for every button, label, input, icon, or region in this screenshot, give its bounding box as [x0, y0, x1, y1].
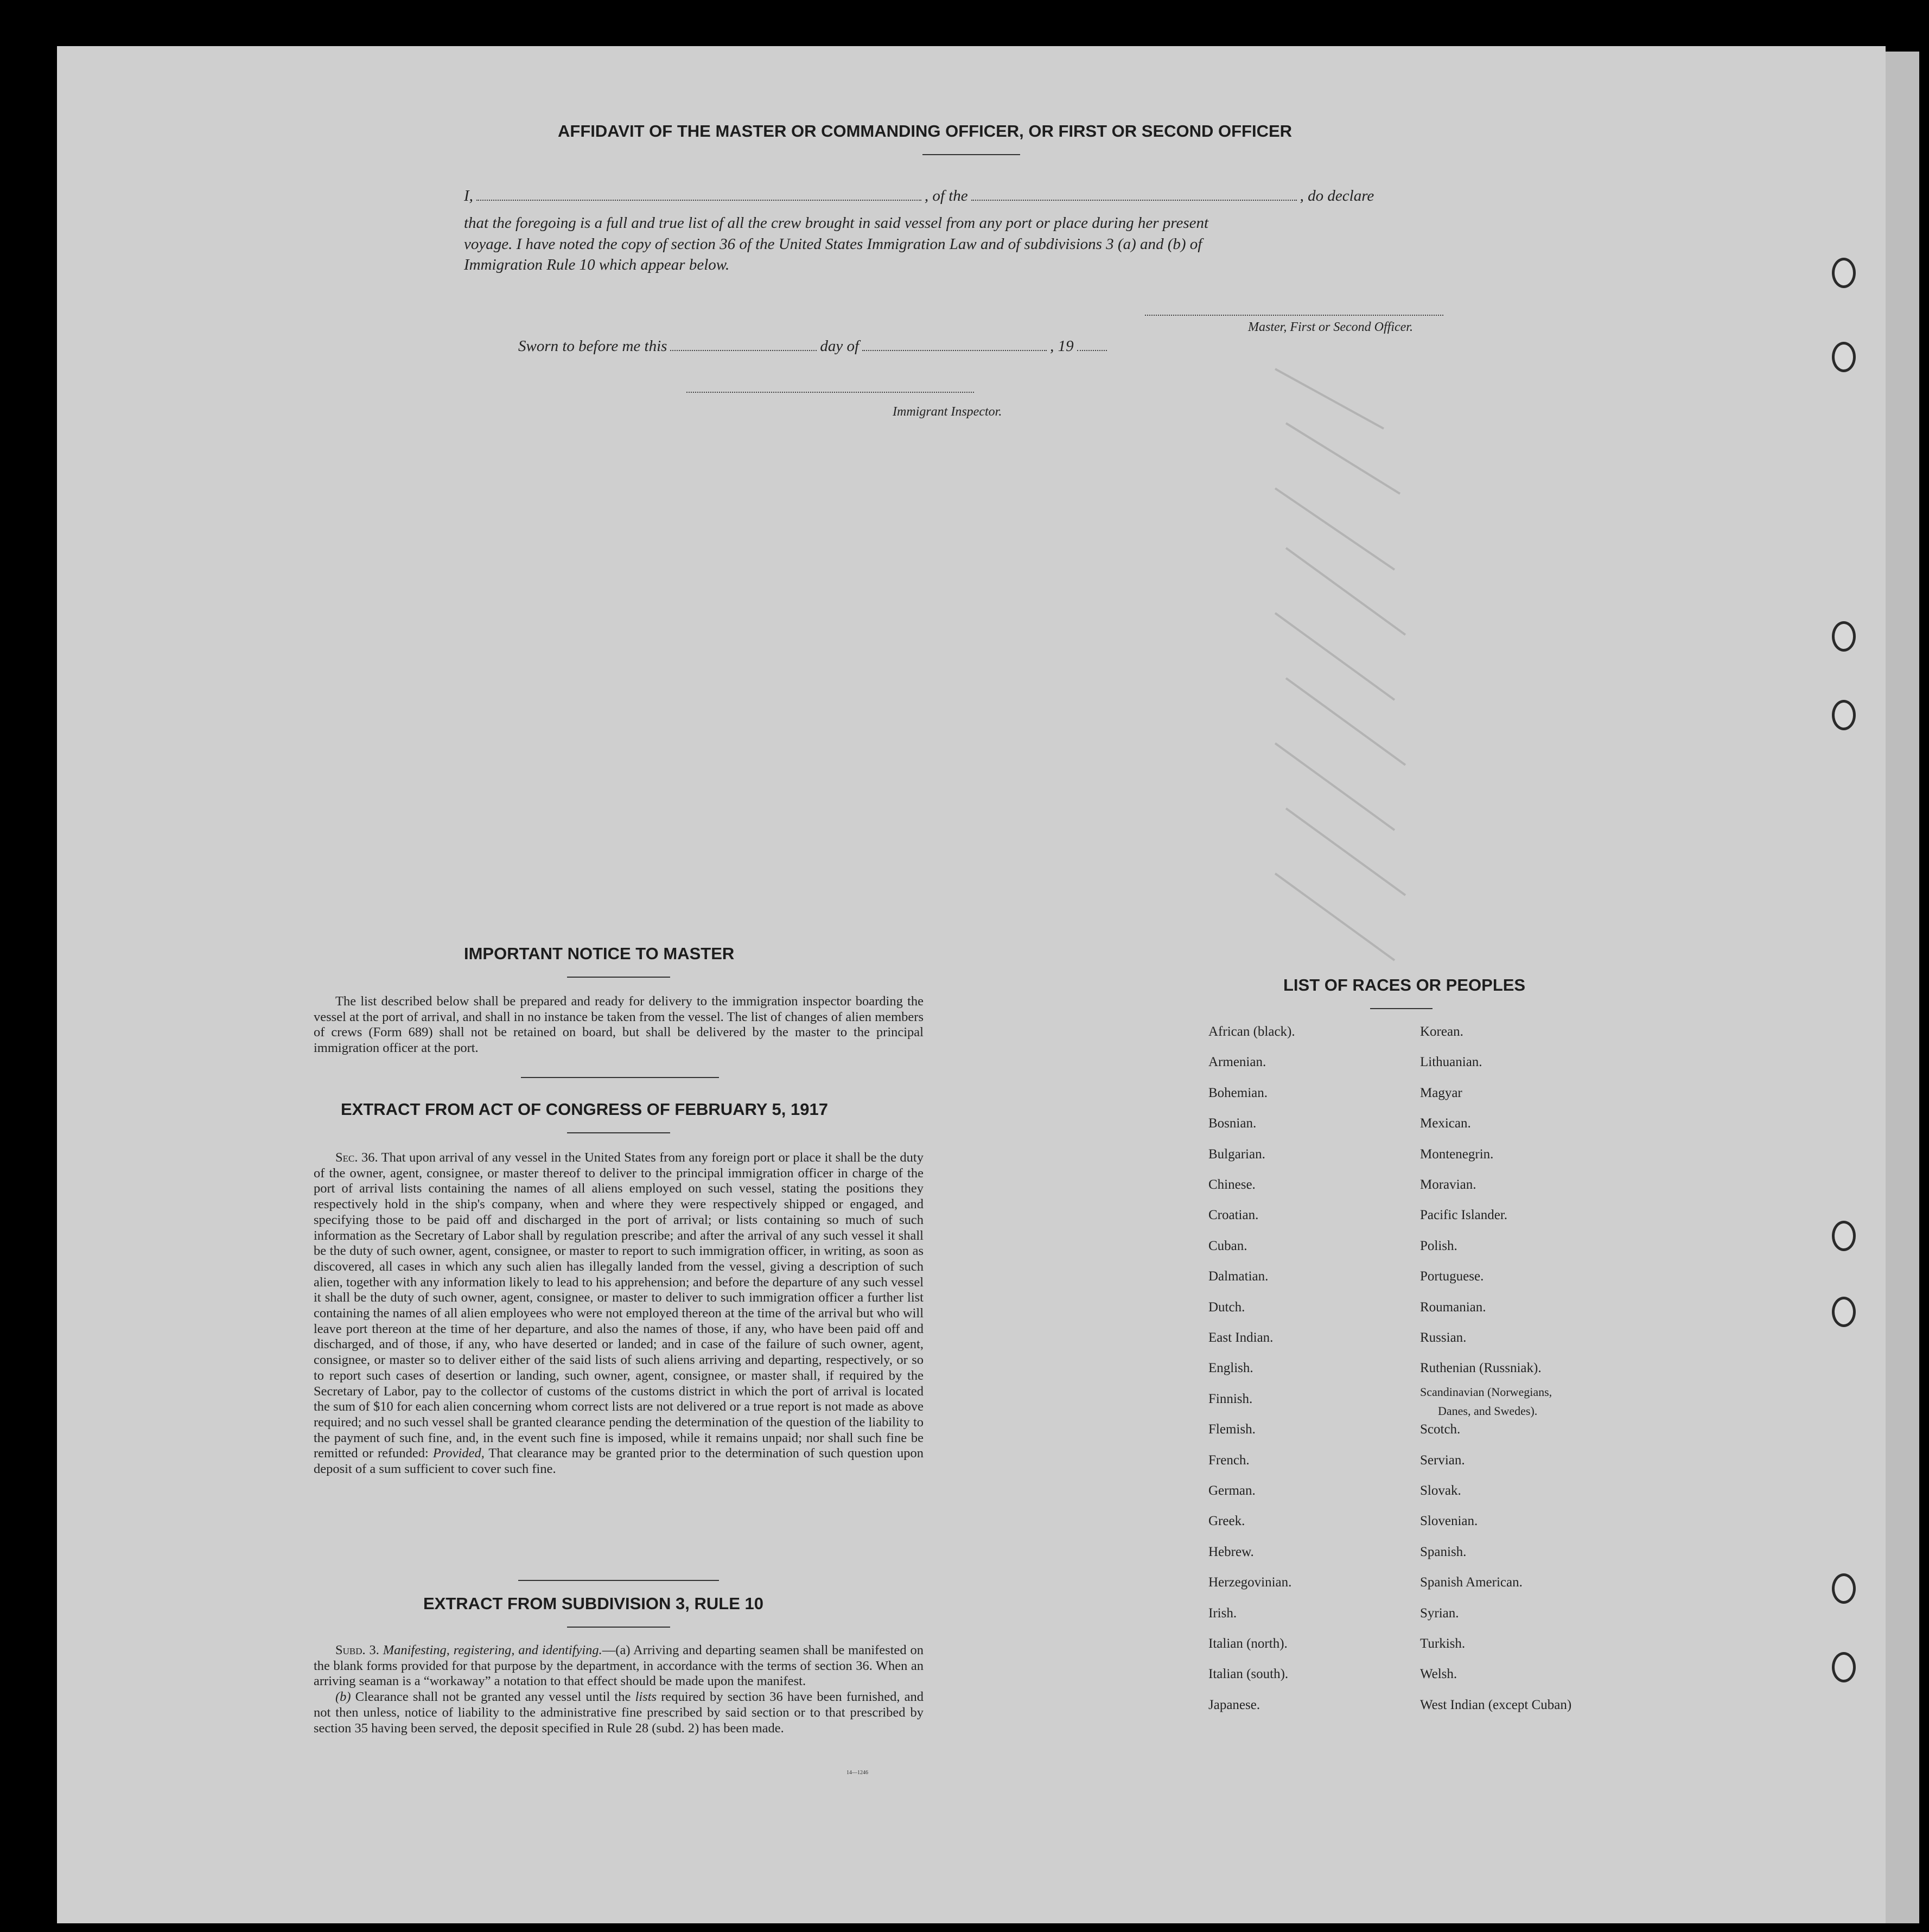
- race-item: Ruthenian (Russniak).: [1420, 1361, 1542, 1376]
- race-item: Croatian.: [1208, 1208, 1259, 1223]
- race-item: Lithuanian.: [1420, 1055, 1482, 1070]
- race-item: Japanese.: [1208, 1697, 1260, 1712]
- race-item: Roumanian.: [1420, 1299, 1486, 1315]
- proviso-label: Provided,: [432, 1446, 485, 1461]
- divider: [1370, 1008, 1433, 1009]
- race-item: Danes, and Swedes).: [1438, 1404, 1538, 1418]
- races-heading: LIST OF RACES OR PEOPLES: [1283, 975, 1526, 994]
- affidavit-declare: , do declare: [1300, 187, 1374, 205]
- affidavit-line-1: [464, 187, 1374, 205]
- form-code: 14—1246: [846, 1770, 868, 1776]
- divider: [567, 1132, 670, 1133]
- sec-label: Sec. 36.: [335, 1150, 378, 1165]
- sworn-line: [518, 337, 1110, 355]
- race-item: Flemish.: [1208, 1422, 1256, 1437]
- race-item: Moravian.: [1420, 1177, 1476, 1192]
- sworn-prefix: Sworn to before me this: [518, 337, 667, 355]
- b-lists: lists: [635, 1689, 657, 1705]
- race-item: Servian.: [1420, 1452, 1465, 1468]
- race-item: Korean.: [1420, 1024, 1463, 1039]
- race-item: Mexican.: [1420, 1116, 1471, 1131]
- inspector-label: Immigrant Inspector.: [893, 405, 1002, 419]
- affidavit-i: I,: [464, 187, 473, 205]
- race-item: Polish.: [1420, 1238, 1457, 1253]
- divider: [567, 977, 670, 978]
- race-item: Slovenian.: [1420, 1514, 1478, 1529]
- race-item: Slovak.: [1420, 1483, 1461, 1498]
- binder-hole: [1832, 621, 1856, 652]
- binder-hole: [1832, 1573, 1856, 1604]
- binder-hole: [1832, 1652, 1856, 1682]
- master-signature-line[interactable]: [1145, 315, 1443, 316]
- b-label: (b): [335, 1689, 351, 1705]
- binder-hole: [1832, 258, 1856, 288]
- notice-paragraph: The list described below shall be prepared and ready for delivery to the immigration inspector boarding the vessel at the port of arrival, and shall in no instance be taken from the vessel. The list of changes of alien members of crews (Form 689) shall not be retained on board, but shall be delivered by the master to the principal immigration officer at the port.: [314, 994, 924, 1056]
- race-item: Bohemian.: [1208, 1085, 1268, 1100]
- act-body: That upon arrival of any vessel in the United States from any foreign port or place it shall be the duty of the owner, agent, consignee, or master thereof to deliver to the principal immigration officer in charge of the port of arrival lists containing the names of all aliens employed on such vessel, stating the positions they respectively hold in the ship's company, when and where they were respectively shipped or engaged, and specifying those to be paid off and discharged in the port of arrival; or lists containing so much of such information as the Secretary of Labor shall by regulation prescribe; and after the arrival of any such vessel it shall be the duty of such owner, agent, consignee, or master to report to such immigration officer, in writing, as soon as discovered, all cases in which any such alien has illegally landed from the vessel, giving a description of such alien, together with any information likely to lead to his apprehension; and before the departure of any such vessel it shall be the duty of such owner, agent, consignee, or master to deliver to such immigration officer a further list containing the names of all alien employees who were not employed thereon at the time of the arrival but who will leave port thereon at the time of her departure, and also the names of those, if any, who have been paid off and discharged, and of those, if any, who have deserted or landed; and in case of the failure of such owner, agent, consignee, or master so to deliver either of the said lists of such aliens arriving and departing, respectively, or so to report such cases of desertion or landing, such owner, agent, consignee, or master shall, if required by the Secretary of Labor, pay to the collector of customs of the customs district in which the port of arrival is located the sum of $10 for each alien concerning whom correct lists are not delivered or a true report is not made as above required; and no such vessel shall be granted clearance pending the determination of the question of the liability to the payment of such fine, and, in the event such fine is imposed, while it remains unpaid; nor shall such fine be remitted or refunded:: [314, 1150, 924, 1461]
- subd-title: Manifesting, registering, and identifying.: [383, 1643, 602, 1657]
- master-signature-label: Master, First or Second Officer.: [1248, 320, 1413, 334]
- race-item: Dalmatian.: [1208, 1269, 1269, 1284]
- race-item: French.: [1208, 1452, 1250, 1468]
- inspector-signature-line[interactable]: [686, 392, 974, 393]
- act-text: [314, 1150, 924, 1477]
- race-item: Dutch.: [1208, 1299, 1245, 1315]
- affidavit-line-2: that the foregoing is a full and true list of all the crew brought in said vessel from any port or place during her present: [464, 214, 1209, 232]
- affidavit-of-the: , of the: [924, 187, 968, 205]
- race-item: Scotch.: [1420, 1422, 1461, 1437]
- affidavit-heading: AFFIDAVIT OF THE MASTER OR COMMANDING OFFICER, OR FIRST OR SECOND OFFICER: [558, 122, 1293, 141]
- rule-text: [314, 1643, 924, 1736]
- notice-heading: IMPORTANT NOTICE TO MASTER: [464, 944, 735, 963]
- race-item: German.: [1208, 1483, 1256, 1498]
- affidavit-line-3: voyage. I have noted the copy of section 36 of the United States Immigration Law and of subdivisions 3 (a) and (b) of: [464, 235, 1202, 253]
- race-item: Italian (north).: [1208, 1636, 1288, 1651]
- race-item: Montenegrin.: [1420, 1146, 1494, 1162]
- race-item: Italian (south).: [1208, 1667, 1289, 1682]
- race-item: Turkish.: [1420, 1636, 1466, 1651]
- proviso-text: That clearance may be granted prior to the determination of such question upon deposit of a sum sufficient to cover such fine.: [314, 1446, 924, 1477]
- divider: [922, 154, 1020, 155]
- race-item: Scandinavian (Norwegians,: [1420, 1385, 1552, 1399]
- race-item: Greek.: [1208, 1514, 1245, 1529]
- divider: [518, 1580, 719, 1581]
- binder-hole: [1832, 1297, 1856, 1327]
- binder-hole: [1832, 1221, 1856, 1251]
- rule-heading: EXTRACT FROM SUBDIVISION 3, RULE 10: [423, 1594, 763, 1613]
- a-label: —(a): [602, 1643, 631, 1657]
- b-text-2: required by section 36 have been furnished, and not then unless, notice of liability to the administrative fine prescribed by said section or to that prescribed by section 35 having been served, the deposit specified in Rule 28 (subd. 2) has been made.: [314, 1689, 924, 1736]
- race-item: Chinese.: [1208, 1177, 1256, 1192]
- race-item: Finnish.: [1208, 1391, 1253, 1406]
- race-item: Irish.: [1208, 1605, 1237, 1621]
- divider: [567, 1627, 670, 1628]
- a-text: Arriving and departing seamen shall be manifested on the blank forms provided for that purpose by the department, in accordance with the terms of section 36. When an arriving seaman is a “workaway” a notation to that effect should be made upon the manifest.: [314, 1643, 924, 1689]
- b-text-1: Clearance shall not be granted any vessel until the: [355, 1689, 631, 1705]
- race-item: Bosnian.: [1208, 1116, 1257, 1131]
- sworn-year-blank[interactable]: [1077, 349, 1107, 351]
- binder-hole: [1832, 700, 1856, 730]
- vessel-blank[interactable]: [971, 199, 1297, 201]
- race-item: English.: [1208, 1361, 1253, 1376]
- race-item: Bulgarian.: [1208, 1146, 1265, 1162]
- race-item: Syrian.: [1420, 1605, 1459, 1621]
- sworn-day-of: day of: [820, 337, 860, 355]
- sworn-day-blank[interactable]: [670, 349, 817, 351]
- notice-text: [314, 994, 924, 1056]
- race-item: Pacific Islander.: [1420, 1208, 1508, 1223]
- race-item: Russian.: [1420, 1330, 1467, 1345]
- race-item: Portuguese.: [1420, 1269, 1484, 1284]
- race-item: Herzegovinian.: [1208, 1575, 1292, 1590]
- binder-hole: [1832, 342, 1856, 372]
- divider: [521, 1077, 719, 1078]
- race-item: East Indian.: [1208, 1330, 1274, 1345]
- race-item: West Indian (except Cuban): [1420, 1697, 1572, 1712]
- bleed-through-marks: [1264, 353, 1427, 1004]
- race-item: Magyar: [1420, 1085, 1462, 1100]
- race-item: Spanish American.: [1420, 1575, 1523, 1590]
- race-item: African (black).: [1208, 1024, 1295, 1039]
- race-item: Spanish.: [1420, 1544, 1467, 1559]
- name-blank[interactable]: [476, 199, 921, 201]
- race-item: Cuban.: [1208, 1238, 1247, 1253]
- subd-label: Subd. 3.: [335, 1643, 379, 1657]
- sworn-year: , 19: [1050, 337, 1074, 355]
- document-page: [57, 46, 1886, 1923]
- race-item: Hebrew.: [1208, 1544, 1254, 1559]
- affidavit-line-4: Immigration Rule 10 which appear below.: [464, 256, 730, 273]
- sworn-month-blank[interactable]: [862, 349, 1047, 351]
- race-item: Welsh.: [1420, 1667, 1457, 1682]
- act-heading: EXTRACT FROM ACT OF CONGRESS OF FEBRUARY 5, 1917: [341, 1100, 828, 1119]
- race-item: Armenian.: [1208, 1055, 1266, 1070]
